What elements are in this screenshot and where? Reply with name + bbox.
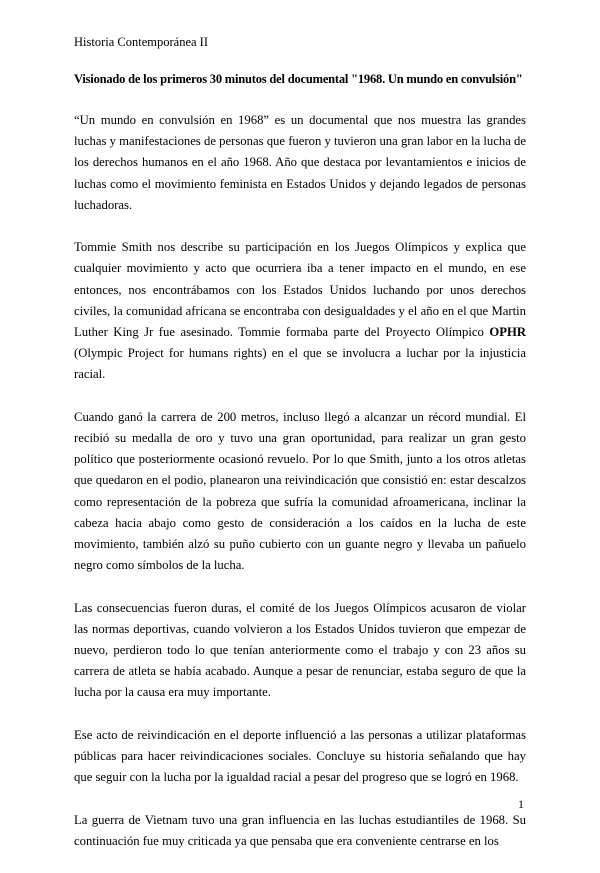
- paragraph-influence: Ese acto de reivindicación en el deporte influenció a las personas a utilizar plataformas públicas para hacer reivindicaciones sociales. Concluye su historia señalando que hay que seguir con la lucha por la igualdad racial a pesar del progreso que se logró en 1968.: [74, 727, 526, 785]
- document-title: Visionado de los primeros 30 minutos del documental "1968. Un mundo en convulsión": [74, 72, 523, 86]
- ophr-acronym: OPHR: [489, 325, 526, 340]
- page-number: 1: [518, 797, 524, 811]
- paragraph-intro: “Un mundo en convulsión en 1968” es un documental que nos muestra las grandes luchas y manifestaciones de personas que fueron y tuvieron una gran labor en la lucha de los derechos humanos en el año 1968. Año que destaca por levantamientos e inicios de luchas como el movimiento feminista en Estados Unidos y dejando legados de personas luchadoras.: [74, 113, 527, 212]
- paragraph-vietnam: La guerra de Vietnam tuvo una gran influencia en las luchas estudiantiles de 1968. Su continuación fue muy criticada ya que pensaba que era conveniente centrarse en los: [74, 812, 526, 848]
- paragraph-race: Cuando ganó la carrera de 200 metros, incluso llegó a alcanzar un récord mundial. El recibió su medalla de oro y tuvo una gran oportunidad, para realizar un gran gesto político que posteriormente ocasionó revuelo. Por lo que Smith, junto a los otros atletas que quedaron en el podio, planearon una reivindicación que consistió en: estar descalzos como representación de la pobreza que sufría la comunidad afroamericana, inclinar la cabeza hacia abajo como gesto de consideración a los caídos en la lucha de este movimiento, también alzó su puño cubierto con un guante negro y llevaba un pañuelo negro como símbolos de la lucha.: [74, 409, 526, 573]
- paragraph-text: Tommie Smith nos describe su participación en los Juegos Olímpicos y explica que cualquier movimiento y acto que ocurriera iba a tener impacto en el mundo, en ese entonces, nos encontrábamos con los Estados Unidos luchando por unos derechos civiles, la comunidad africana se encontraba con desigualdades y el año en el que Martin Luther King Jr fue asesinado. Tommie formaba parte del Proyecto Olímpico: [74, 240, 526, 340]
- paragraph-consequences: Las consecuencias fueron duras, el comité de los Juegos Olímpicos acusaron de violar las normas deportivas, cuando volvieron a los Estados Unidos tuvieron que empezar de nuevo, perdieron todo lo que tenían anteriormente como el trabajo y con 23 años su carrera de atleta se había acabado. Aunque a pesar de renunciar, estaba seguro de que la lucha por la causa era muy importante.: [74, 600, 526, 700]
- paragraph-text: (Olympic Project for humans rights) en el que se involucra a luchar por la injusticia racial.: [74, 346, 526, 382]
- running-header: Historia Contemporánea II: [74, 35, 208, 49]
- document-body: [74, 110, 526, 873]
- paragraph-tommie-smith: [74, 237, 526, 385]
